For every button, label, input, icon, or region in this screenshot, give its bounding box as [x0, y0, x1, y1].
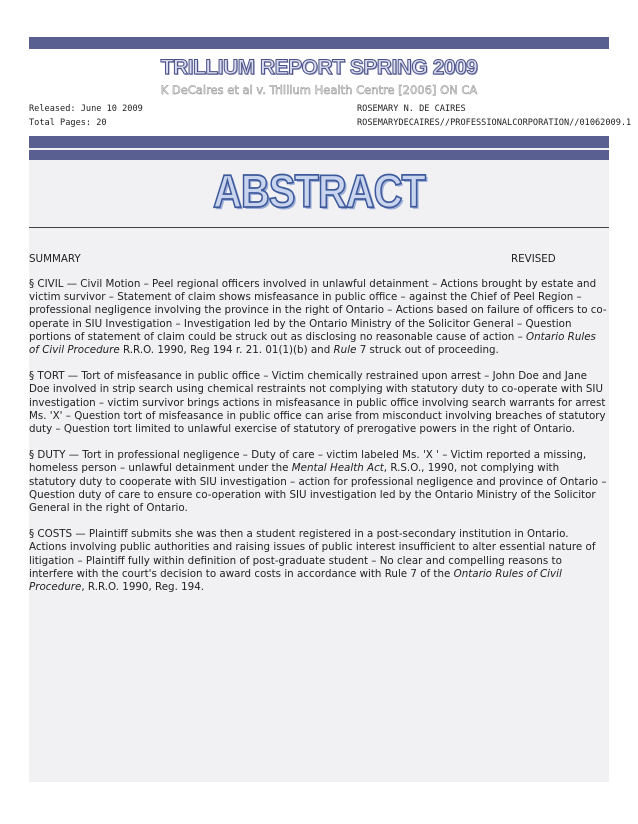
paragraph-tort: § TORT — Tort of misfeasance in public office – Victim chemically restrained upon arrest – John Doe and Jane Doe involved in strip search using chemical restraints not complying with statutory duty to co-operate with SIU investigation – victim survivor brings actions in misfeasance in public office involving search warrants for arrest Ms. 'X' – Question tort of misfeasance in public office can arise from misconduct involving breaches of statutory duty – Question tort limited to unlawful exercise of statutory of prerogative powers in the right of Ontario.	[29, 370, 606, 436]
paragraph-civil: § CIVIL — Civil Motion – Peel regional officers involved in unlawful detainment – Actions brought by estate and victim survivor – Statement of claim shows misfeasance in public office – against the Chief of Peel Region – professional negligence involving the province in the right of Ontario – Actions based on failure of officers to co-operate in SIU Investigation – Investigation led by the Ontario Ministry of the Solicitor General – Question portions of statement of claim could be struck out as disclosing no reasonable cause of action – Ontario Rules of Civil Procedure R.R.O. 1990, Reg 194 r. 21. 01(1)(b) and Rule 7 struck out of proceeding.	[29, 278, 607, 357]
total-pages: Total Pages: 20	[29, 118, 107, 128]
summary-label: SUMMARY	[29, 253, 81, 265]
author-name: ROSEMARY N. DE CAIRES	[357, 104, 466, 114]
divider	[29, 227, 609, 228]
abstract-heading: ABSTRACT	[213, 166, 425, 218]
header-band	[29, 37, 609, 49]
case-subtitle: K DeCaires et al v. Trillium Health Centre [2006] ON CA	[160, 83, 478, 97]
abstract-body	[29, 278, 607, 607]
released-date: Released: June 10 2009	[29, 104, 143, 114]
report-title: TRILLIUM REPORT SPRING 2009	[160, 56, 478, 79]
paragraph-duty: § DUTY — Tort in professional negligence – Duty of care – victim labeled Ms. 'X ' – Victim reported a missing, homeless person – unlawful detainment under the Mental Health Act, R.S.O., 1990, not complying with statutory duty to cooperate with SIU investigation – action for professional negligence and province of Ontario – Question duty of care to ensure co-operation with SIU investigation led by the Ontario Ministry of the Solicitor General in the right of Ontario.	[29, 449, 607, 515]
document-reference: ROSEMARYDECAIRES//PROFESSIONALCORPORATION//01062009.1	[357, 118, 632, 128]
paragraph-costs: § COSTS — Plaintiff submits she was then a student registered in a post-secondary institution in Ontario. Actions involving public authorities and raising issues of public interest insufficient to alter essential nature of litigation – Plaintiff fully within definition of post-graduate student – No clear and compelling reasons to interfere with the court's decision to award costs in accordance with Rule 7 of the Ontario Rules of Civil Procedure, R.R.O. 1990, Reg. 194.	[29, 528, 596, 594]
section-band-upper	[29, 136, 609, 148]
section-band-lower	[29, 150, 609, 160]
revised-label: REVISED	[511, 253, 556, 265]
